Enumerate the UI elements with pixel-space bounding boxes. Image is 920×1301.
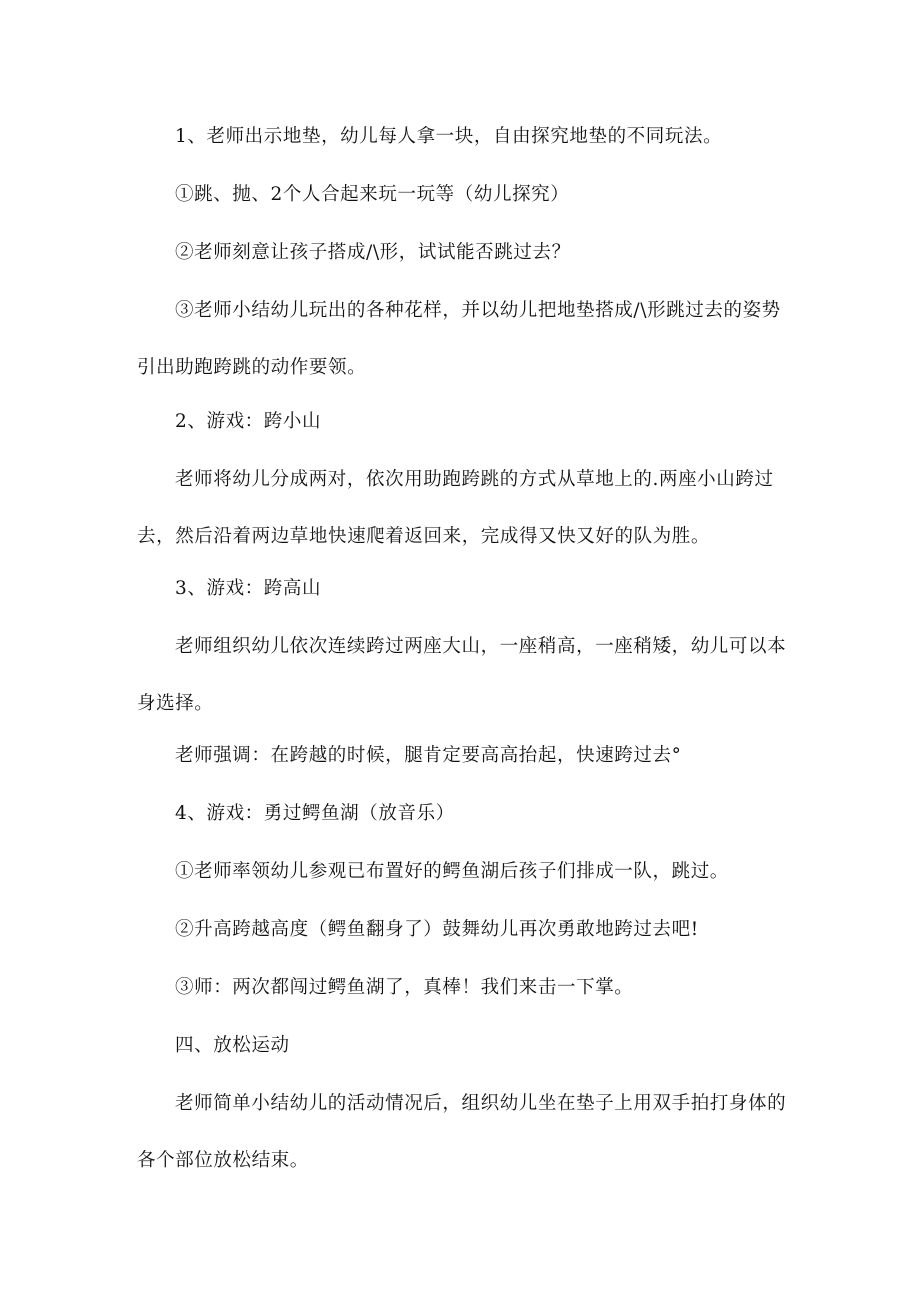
paragraph-game-4-heading: 4、游戏：勇过鳄鱼湖（放音乐） bbox=[175, 803, 455, 824]
paragraph-game-4-a: ①老师率领幼儿参观已布置好的鳄鱼湖后孩子们排成一队，跳过。 bbox=[175, 861, 729, 882]
paragraph-game-3-heading: 3、游戏：跨高山 bbox=[175, 578, 322, 599]
paragraph-section-4-heading: 四、放松运动 bbox=[175, 1035, 290, 1056]
paragraph-step-1-c: ③老师小结幼儿玩出的各种花样，并以幼儿把地垫搭成/\形跳过去的姿势引出助跑跨跳的动作要领。 bbox=[137, 300, 781, 378]
paragraph-game-2-heading: 2、游戏：跨小山 bbox=[175, 411, 322, 432]
paragraph-game-3-emphasis: 老师强调：在跨越的时候，腿肯定要高高抬起，快速跨过去° bbox=[175, 745, 682, 766]
paragraph-section-4-body: 老师简单小结幼儿的活动情况后，组织幼儿坐在垫子上用双手拍打身体的各个部位放松结束。 bbox=[137, 1093, 787, 1171]
paragraph-step-1-b: ②老师刻意让孩子搭成/\形，试试能否跳过去？ bbox=[175, 242, 571, 263]
paragraph-step-1: 1、老师出示地垫，幼儿每人拿一块，自由探究地垫的不同玩法。 bbox=[175, 126, 723, 147]
paragraph-game-4-c: ③师：两次都闯过鳄鱼湖了，真棒！我们来击一下掌。 bbox=[175, 977, 634, 998]
paragraph-game-3-body: 老师组织幼儿依次连续跨过两座大山，一座稍高，一座稍矮，幼儿可以本身选择。 bbox=[137, 636, 787, 714]
paragraph-step-1-a: ①跳、抛、2个人合起来玩一玩等（幼儿探究） bbox=[175, 184, 570, 205]
paragraph-game-2-body: 老师将幼儿分成两对，依次用助跑跨跳的方式从草地上的.两座小山跨过去，然后沿着两边草地快速爬着返回来，完成得又快又好的队为胜。 bbox=[137, 469, 774, 547]
paragraph-game-4-b: ②升高跨越高度（鳄鱼翻身了）鼓舞幼儿再次勇敢地跨过去吧! bbox=[175, 919, 699, 940]
